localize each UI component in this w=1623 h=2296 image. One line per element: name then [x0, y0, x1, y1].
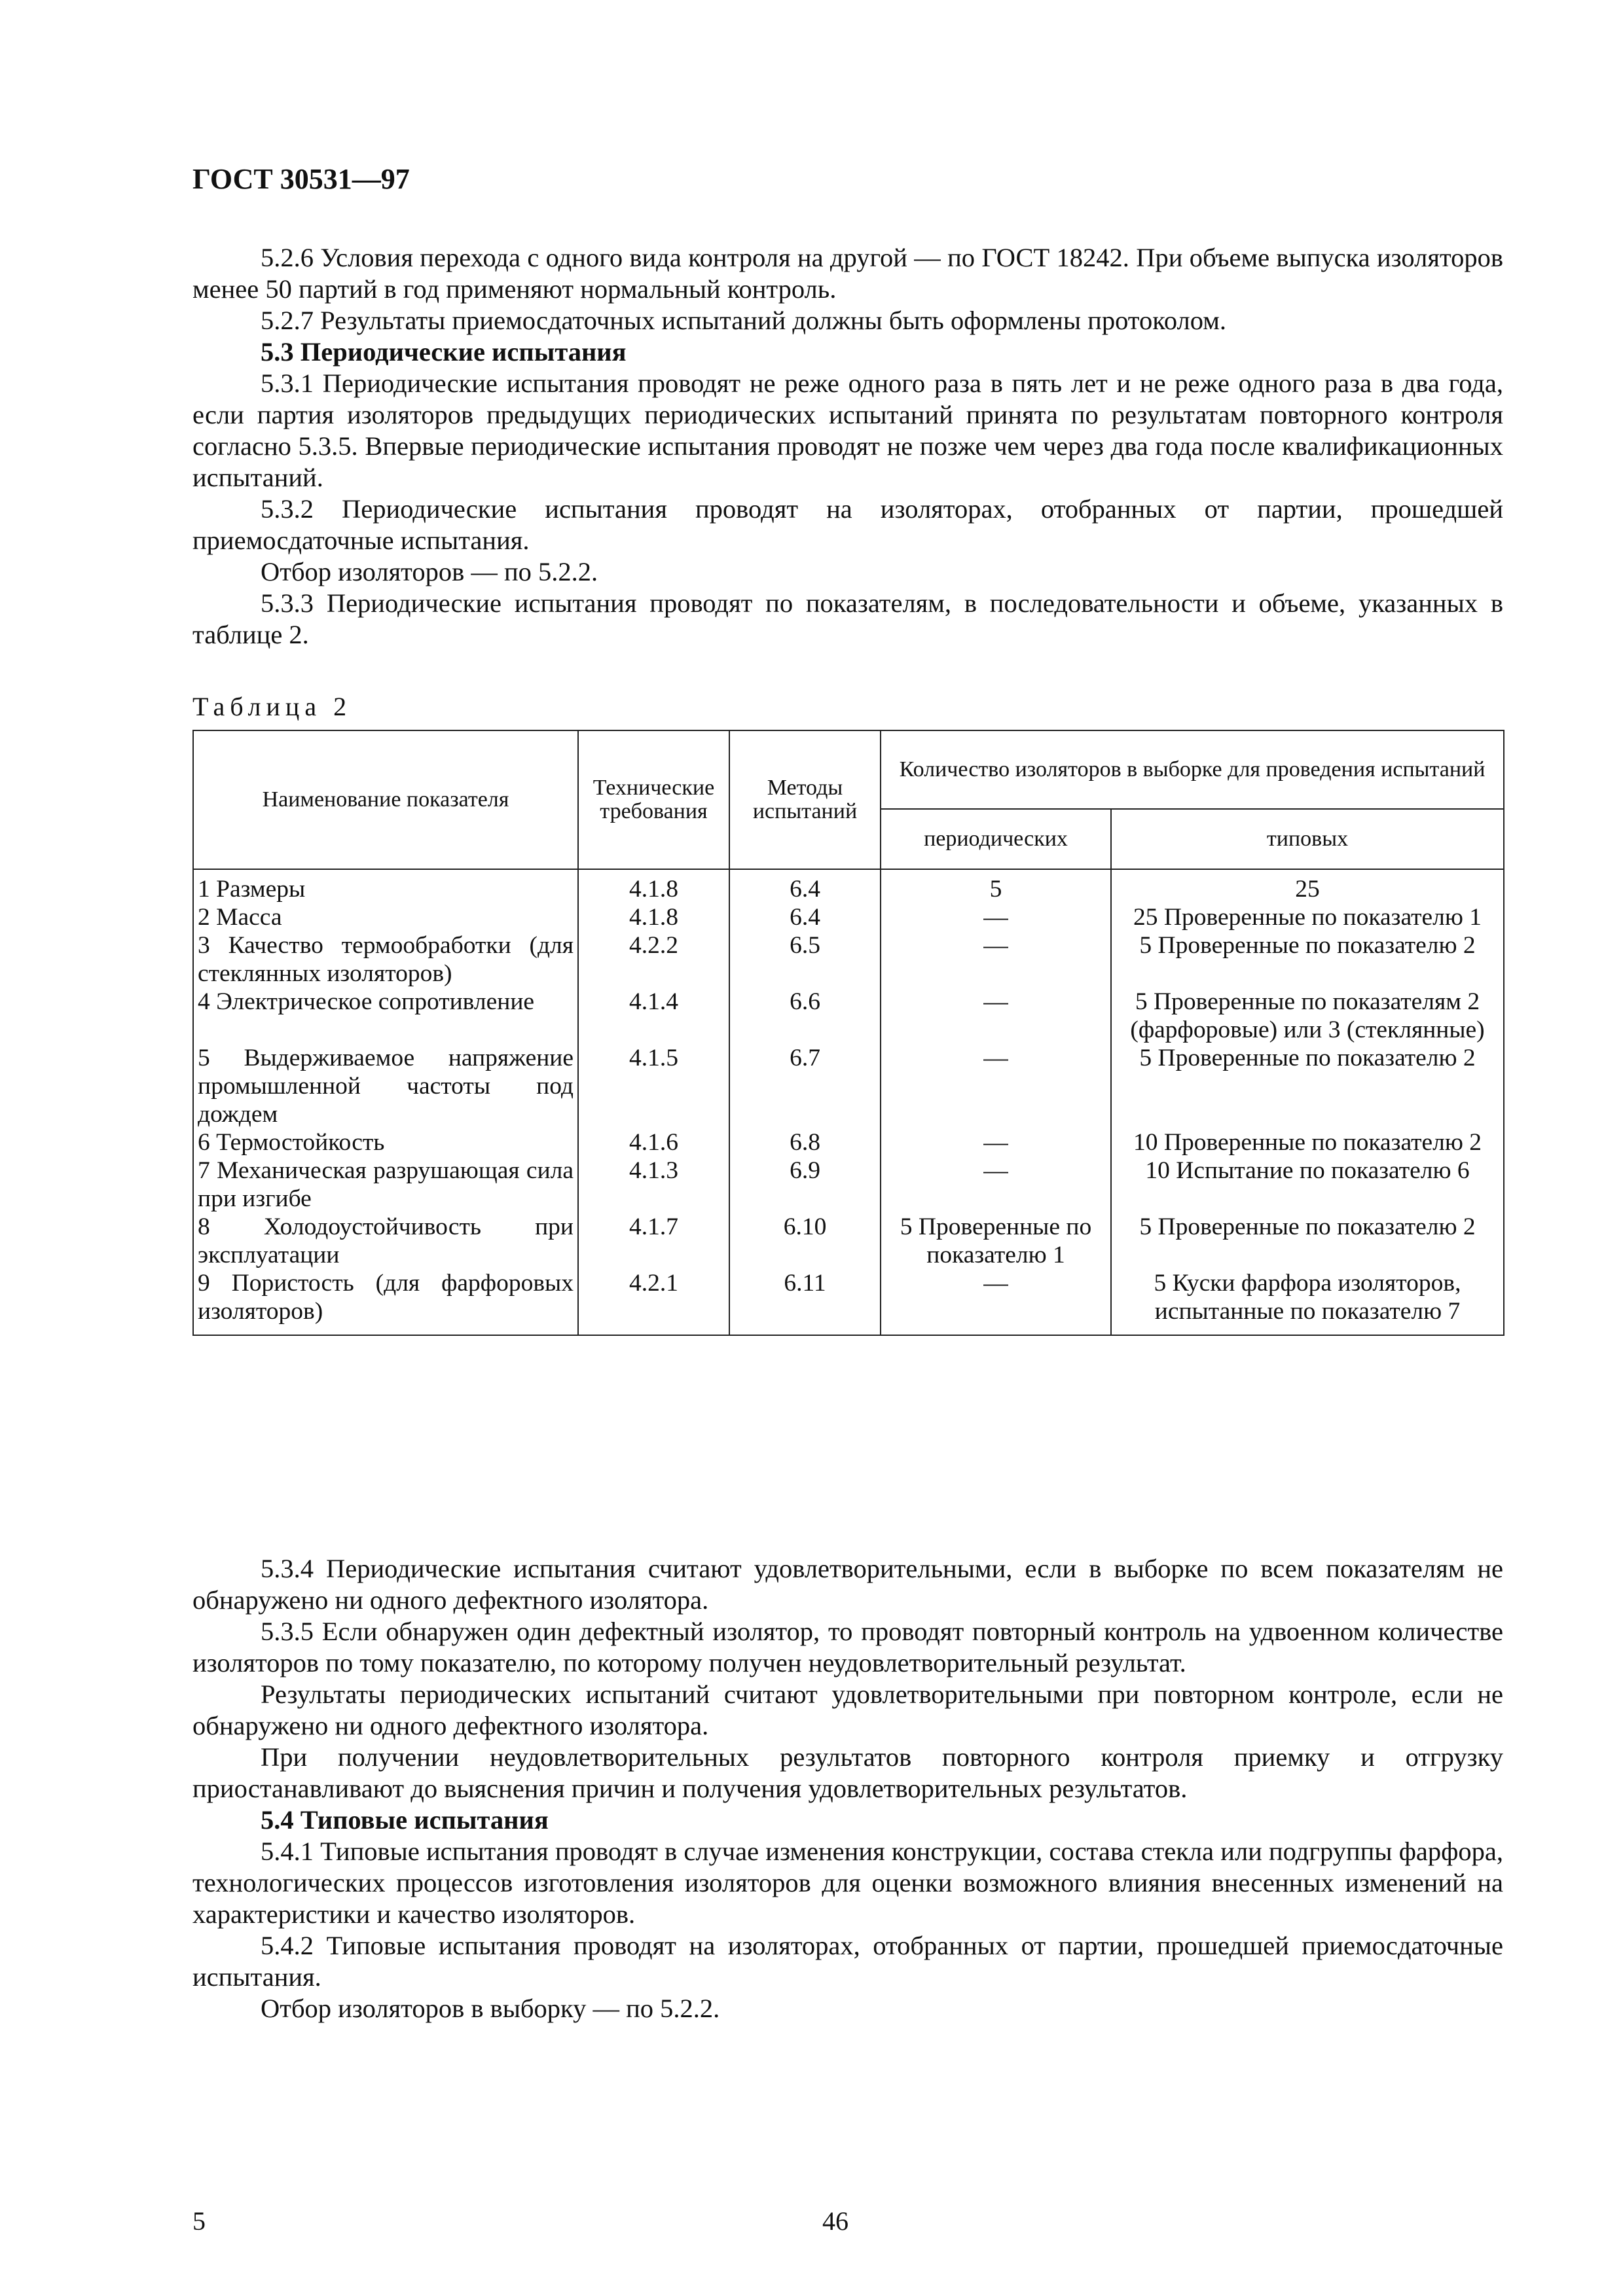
table-row — [193, 988, 1504, 1044]
table-row — [193, 903, 1504, 931]
cell-periodic: — — [881, 1128, 1111, 1157]
page-number-center: 46 — [822, 2206, 848, 2236]
paragraph: 5.3.2 Периодические испытания проводят на изоляторах, отобранных от партии, прошедшей приемосдаточные испытания. — [192, 494, 1503, 555]
cell-typical: 5 Проверенные по показателям 2 (фарфоровые) или 3 (стеклянные) — [1111, 988, 1504, 1044]
cell-typical: 10 Испытание по показателю 6 — [1111, 1157, 1504, 1213]
paragraph: 5.2.6 Условия перехода с одного вида контроля на другой — по ГОСТ 18242. При объеме выпуска изоляторов менее 50 партий в год применяют нормальный контроль. — [192, 243, 1503, 304]
table-row — [193, 931, 1504, 988]
header-name: Наименование показателя — [193, 730, 578, 869]
cell-periodic: — — [881, 988, 1111, 1044]
paragraph: 5.3.1 Периодические испытания проводят не реже одного раза в пять лет и не реже одного раза в два года, если партия изоляторов предыдущих периодических испытаний принята по результатам повторного контроля согласно 5.3.5. Впервые периодические испытания проводят не позже чем через два года после квалификационных испытаний. — [192, 368, 1503, 492]
cell-name: 9 Пористость (для фарфоровых изоляторов) — [193, 1269, 578, 1335]
table-row — [193, 1269, 1504, 1335]
paragraph: 5.2.7 Результаты приемосдаточных испытаний должны быть оформлены протоколом. — [261, 306, 1226, 335]
paragraph: 5.3.4 Периодические испытания считают удовлетворительными, если в выборке по всем показателям не обнаружено ни одного дефектного изолятора. — [192, 1554, 1503, 1615]
header-tech: Технические требования — [578, 730, 729, 869]
cell-tech: 4.2.2 — [578, 931, 729, 988]
cell-tech: 4.2.1 — [578, 1269, 729, 1335]
paragraph: 5.3.3 Периодические испытания проводят по показателям, в последовательности и объеме, указанных в таблице 2. — [192, 588, 1503, 649]
cell-name: 8 Холодоустойчивость при эксплуатации — [193, 1213, 578, 1269]
paragraph: 5.4.1 Типовые испытания проводят в случае изменения конструкции, состава стекла или подгруппы фарфора, технологических процессов изготовления изоляторов для оценки возможного влияния внесенных изменений на характеристики и качество изоляторов. — [192, 1837, 1503, 1929]
text-block-top — [192, 242, 1503, 651]
cell-tech: 4.1.8 — [578, 869, 729, 903]
cell-method: 6.6 — [729, 988, 881, 1044]
cell-periodic: — — [881, 1269, 1111, 1335]
cell-typical: 25 — [1111, 869, 1504, 903]
cell-tech: 4.1.3 — [578, 1157, 729, 1213]
cell-tech: 4.1.6 — [578, 1128, 729, 1157]
cell-method: 6.4 — [729, 869, 881, 903]
cell-periodic: — — [881, 903, 1111, 931]
cell-typical: 25 Проверенные по показателю 1 — [1111, 903, 1504, 931]
cell-typical: 5 Проверенные по показателю 2 — [1111, 1044, 1504, 1128]
header-quantity: Количество изоляторов в выборке для проведения испытаний — [881, 730, 1504, 809]
cell-periodic: 5 — [881, 869, 1111, 903]
table-caption: Таблица 2 — [192, 692, 352, 721]
cell-method: 6.4 — [729, 903, 881, 931]
cell-typical: 10 Проверенные по показателю 2 — [1111, 1128, 1504, 1157]
table-row — [193, 1157, 1504, 1213]
cell-name: 1 Размеры — [193, 869, 578, 903]
cell-name: 5 Выдерживаемое напряжение промышленной частоты под дождем — [193, 1044, 578, 1128]
cell-method: 6.11 — [729, 1269, 881, 1335]
cell-name: 7 Механическая разрушающая сила при изгибе — [193, 1157, 578, 1213]
cell-name: 4 Электрическое сопротивление — [193, 988, 578, 1044]
cell-name: 2 Масса — [193, 903, 578, 931]
paragraph: 5.4.2 Типовые испытания проводят на изоляторах, отобранных от партии, прошедшей приемосдаточные испытания. — [192, 1931, 1503, 1992]
cell-method: 6.5 — [729, 931, 881, 988]
section-heading: 5.4 Типовые испытания — [261, 1805, 549, 1835]
cell-periodic: 5 Проверенные по показателю 1 — [881, 1213, 1111, 1269]
header-periodic: периодических — [881, 809, 1111, 869]
section-heading: 5.3 Периодические испытания — [261, 337, 627, 367]
cell-name: 3 Качество термообработки (для стеклянных изоляторов) — [193, 931, 578, 988]
cell-periodic: — — [881, 1044, 1111, 1128]
cell-method: 6.9 — [729, 1157, 881, 1213]
cell-method: 6.7 — [729, 1044, 881, 1128]
cell-typical: 5 Проверенные по показателю 2 — [1111, 931, 1504, 988]
cell-tech: 4.1.7 — [578, 1213, 729, 1269]
header-methods: Методы испытаний — [729, 730, 881, 869]
table-row — [193, 1044, 1504, 1128]
text-block-bottom — [192, 1553, 1503, 2024]
paragraph: Отбор изоляторов — по 5.2.2. — [261, 557, 598, 586]
cell-periodic: — — [881, 1157, 1111, 1213]
cell-typical: 5 Куски фарфора изоляторов, испытанные по показателю 7 — [1111, 1269, 1504, 1335]
page-number-left: 5 — [192, 2206, 206, 2236]
table-row — [193, 1128, 1504, 1157]
cell-typical: 5 Проверенные по показателю 2 — [1111, 1213, 1504, 1269]
table-row — [193, 1213, 1504, 1269]
paragraph: 5.3.5 Если обнаружен один дефектный изолятор, то проводят повторный контроль на удвоенном количестве изоляторов по тому показателю, по которому получен неудовлетворительный результат. — [192, 1617, 1503, 1677]
cell-tech: 4.1.4 — [578, 988, 729, 1044]
header-typical: типовых — [1111, 809, 1504, 869]
cell-method: 6.10 — [729, 1213, 881, 1269]
paragraph: При получении неудовлетворительных результатов повторного контроля приемку и отгрузку приостанавливают до выяснения причин и получения удовлетворительных результатов. — [192, 1742, 1503, 1803]
test-table — [192, 730, 1504, 1336]
paragraph: Результаты периодических испытаний считают удовлетворительными при повторном контроле, если не обнаружено ни одного дефектного изолятора. — [192, 1679, 1503, 1740]
cell-periodic: — — [881, 931, 1111, 988]
cell-method: 6.8 — [729, 1128, 881, 1157]
table-row — [193, 869, 1504, 903]
document-code: ГОСТ 30531—97 — [192, 163, 410, 195]
cell-tech: 4.1.8 — [578, 903, 729, 931]
paragraph: Отбор изоляторов в выборку — по 5.2.2. — [261, 1994, 720, 2023]
cell-tech: 4.1.5 — [578, 1044, 729, 1128]
cell-name: 6 Термостойкость — [193, 1128, 578, 1157]
